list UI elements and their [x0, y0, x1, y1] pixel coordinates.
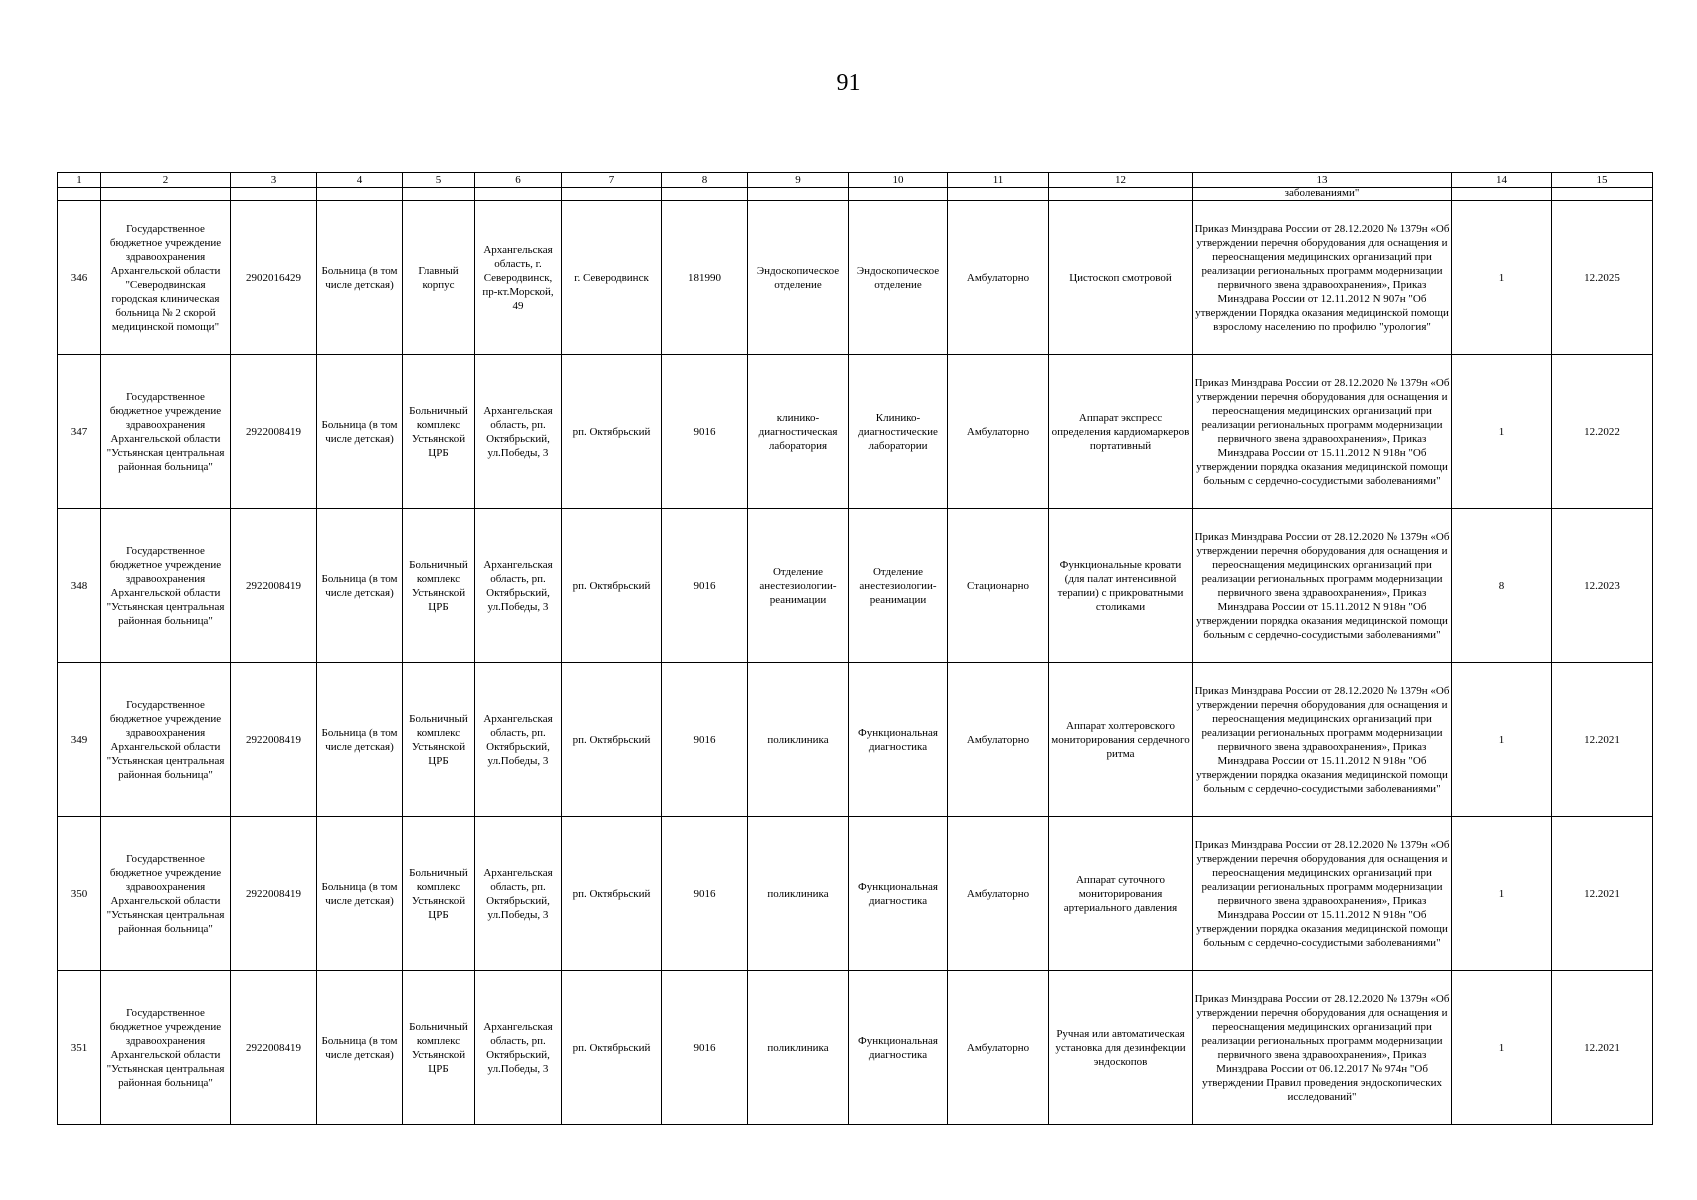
cell-date: 12.2021 — [1552, 971, 1653, 1125]
cell-population: 9016 — [662, 663, 748, 817]
cell-department: Отделение анестезиологии-реанимации — [748, 509, 849, 663]
column-header: 1 — [58, 173, 101, 188]
cell-type: Больница (в том числе детская) — [317, 201, 403, 355]
page-number: 91 — [836, 70, 861, 96]
cell-population: 9016 — [662, 817, 748, 971]
cell-locality: рп. Октябрьский — [562, 355, 662, 509]
column-header: 6 — [475, 173, 562, 188]
cell-address: Архангельская область, рп. Октябрьский, ул.Победы, 3 — [475, 971, 562, 1125]
cell-type: Больница (в том числе детская) — [317, 663, 403, 817]
cell-department: поликлиника — [748, 663, 849, 817]
column-header: 11 — [948, 173, 1049, 188]
column-header: 15 — [1552, 173, 1653, 188]
cell-inn: 2922008419 — [231, 971, 317, 1125]
column-header: 12 — [1049, 173, 1193, 188]
cell-address: Архангельская область, г. Северодвинск, пр-кт.Морской, 49 — [475, 201, 562, 355]
cell-org: Государственное бюджетное учреждение здравоохранения Архангельской области "Устьянская центральная районная больница" — [101, 509, 231, 663]
cell-population: 9016 — [662, 971, 748, 1125]
cell-address: Архангельская область, рп. Октябрьский, ул.Победы, 3 — [475, 817, 562, 971]
cell-population: 181990 — [662, 201, 748, 355]
cell-type: Больница (в том числе детская) — [317, 509, 403, 663]
column-number-header-row — [58, 173, 1653, 188]
cell-population: 9016 — [662, 509, 748, 663]
cell-type: Больница (в том числе детская) — [317, 355, 403, 509]
cell-address: Архангельская область, рп. Октябрьский, ул.Победы, 3 — [475, 663, 562, 817]
cell-date: 12.2023 — [1552, 509, 1653, 663]
cell-locality: рп. Октябрьский — [562, 971, 662, 1125]
cell-subdivision: Эндоскопическое отделение — [849, 201, 948, 355]
cell-building: Больничный комплекс Устьянской ЦРБ — [403, 971, 475, 1125]
cell-no: 349 — [58, 663, 101, 817]
cell-subdivision: Функциональная диагностика — [849, 971, 948, 1125]
table-row — [58, 201, 1653, 355]
cell-locality: рп. Октябрьский — [562, 509, 662, 663]
cell-building: Больничный комплекс Устьянской ЦРБ — [403, 509, 475, 663]
cell-subdivision: Отделение анестезиологии-реанимации — [849, 509, 948, 663]
cell-no: 346 — [58, 201, 101, 355]
cell-org: Государственное бюджетное учреждение здравоохранения Архангельской области "Устьянская центральная районная больница" — [101, 355, 231, 509]
cell-quantity: 1 — [1452, 971, 1552, 1125]
cell-org: Государственное бюджетное учреждение здравоохранения Архангельской области "Северодвинская городская клиническая больница № 2 скорой медицинской помощи" — [101, 201, 231, 355]
cell-quantity: 1 — [1452, 817, 1552, 971]
column-header: 8 — [662, 173, 748, 188]
cell-locality: рп. Октябрьский — [562, 817, 662, 971]
cell-org: Государственное бюджетное учреждение здравоохранения Архангельской области "Устьянская центральная районная больница" — [101, 971, 231, 1125]
cell-org: Государственное бюджетное учреждение здравоохранения Архангельской области "Устьянская центральная районная больница" — [101, 817, 231, 971]
cell-inn: 2922008419 — [231, 663, 317, 817]
cell-type: Больница (в том числе детская) — [317, 971, 403, 1125]
cell-no: 351 — [58, 971, 101, 1125]
cell-no: 347 — [58, 355, 101, 509]
cell-address: Архангельская область, рп. Октябрьский, ул.Победы, 3 — [475, 355, 562, 509]
table-row — [58, 509, 1653, 663]
cell-quantity: 1 — [1452, 201, 1552, 355]
cell-condition: Амбулаторно — [948, 663, 1049, 817]
cell-subdivision: Функциональная диагностика — [849, 817, 948, 971]
cell-date: 12.2025 — [1552, 201, 1653, 355]
cell-subdivision: Клинико-диагностические лаборатории — [849, 355, 948, 509]
column-header: 13 — [1193, 173, 1452, 188]
cell-inn: 2922008419 — [231, 509, 317, 663]
cell-subdivision: Функциональная диагностика — [849, 663, 948, 817]
cell-condition: Амбулаторно — [948, 817, 1049, 971]
cell-inn: 2922008419 — [231, 355, 317, 509]
equipment-table — [57, 172, 1653, 1125]
cell-inn: 2902016429 — [231, 201, 317, 355]
column-header: 14 — [1452, 173, 1552, 188]
column-header: 4 — [317, 173, 403, 188]
cell-condition: Амбулаторно — [948, 355, 1049, 509]
cell-building: Больничный комплекс Устьянской ЦРБ — [403, 663, 475, 817]
column-header: 10 — [849, 173, 948, 188]
cell-basis: Приказ Минздрава России от 28.12.2020 № 1379н «Об утверждении перечня оборудования для оснащения и переоснащения медицинских организаций при реализации региональных программ модернизации первичного звена здравоохранения», Приказ Минздрава России от 12.11.2012 N 907н "Об утверждении Порядка оказания медицинской помощи взрослому населению по профилю "урология" — [1193, 201, 1452, 355]
cell-quantity: 8 — [1452, 509, 1552, 663]
cell-basis: Приказ Минздрава России от 28.12.2020 № 1379н «Об утверждении перечня оборудования для оснащения и переоснащения медицинских организаций при реализации региональных программ модернизации первичного звена здравоохранения», Приказ Минздрава России от 15.11.2012 N 918н "Об утверждении порядка оказания медицинской помощи больным с сердечно-сосудистыми заболеваниями" — [1193, 817, 1452, 971]
cell-basis: Приказ Минздрава России от 28.12.2020 № 1379н «Об утверждении перечня оборудования для оснащения и переоснащения медицинских организаций при реализации региональных программ модернизации первичного звена здравоохранения», Приказ Минздрава России от 06.12.2017 № 974н "Об утверждении Правил проведения эндоскопических исследований" — [1193, 971, 1452, 1125]
cell-condition: Амбулаторно — [948, 201, 1049, 355]
cell-basis: Приказ Минздрава России от 28.12.2020 № 1379н «Об утверждении перечня оборудования для оснащения и переоснащения медицинских организаций при реализации региональных программ модернизации первичного звена здравоохранения», Приказ Минздрава России от 15.11.2012 N 918н "Об утверждении порядка оказания медицинской помощи больным с сердечно-сосудистыми заболеваниями" — [1193, 663, 1452, 817]
cell-condition: Амбулаторно — [948, 971, 1049, 1125]
cell-equipment: Ручная или автоматическая установка для дезинфекции эндоскопов — [1049, 971, 1193, 1125]
cell-department: Эндоскопическое отделение — [748, 201, 849, 355]
cell-population: 9016 — [662, 355, 748, 509]
cell-department: поликлиника — [748, 817, 849, 971]
cell-department: поликлиника — [748, 971, 849, 1125]
cell-type: Больница (в том числе детская) — [317, 817, 403, 971]
column-header: 7 — [562, 173, 662, 188]
table-row — [58, 355, 1653, 509]
continuation-text: заболеваниями" — [1193, 188, 1452, 201]
cell-department: клинико-диагностическая лаборатория — [748, 355, 849, 509]
cell-locality: г. Северодвинск — [562, 201, 662, 355]
cell-building: Больничный комплекс Устьянской ЦРБ — [403, 355, 475, 509]
cell-quantity: 1 — [1452, 355, 1552, 509]
table-row — [58, 817, 1653, 971]
cell-quantity: 1 — [1452, 663, 1552, 817]
cell-locality: рп. Октябрьский — [562, 663, 662, 817]
column-header: 5 — [403, 173, 475, 188]
table-row — [58, 971, 1653, 1125]
cell-equipment: Функциональные кровати (для палат интенсивной терапии) с прикроватными столиками — [1049, 509, 1193, 663]
cell-no: 348 — [58, 509, 101, 663]
cell-condition: Стационарно — [948, 509, 1049, 663]
cell-no: 350 — [58, 817, 101, 971]
table-row — [58, 663, 1653, 817]
cell-date: 12.2021 — [1552, 817, 1653, 971]
cell-basis: Приказ Минздрава России от 28.12.2020 № 1379н «Об утверждении перечня оборудования для оснащения и переоснащения медицинских организаций при реализации региональных программ модернизации первичного звена здравоохранения», Приказ Минздрава России от 15.11.2012 N 918н "Об утверждении порядка оказания медицинской помощи больным с сердечно-сосудистыми заболеваниями" — [1193, 355, 1452, 509]
column-header: 2 — [101, 173, 231, 188]
cell-equipment: Аппарат экспресс определения кардиомаркеров портативный — [1049, 355, 1193, 509]
cell-address: Архангельская область, рп. Октябрьский, ул.Победы, 3 — [475, 509, 562, 663]
cell-equipment: Аппарат суточного мониторирования артериального давления — [1049, 817, 1193, 971]
cell-equipment: Аппарат холтеровского мониторирования сердечного ритма — [1049, 663, 1193, 817]
cell-basis: Приказ Минздрава России от 28.12.2020 № 1379н «Об утверждении перечня оборудования для оснащения и переоснащения медицинских организаций при реализации региональных программ модернизации первичного звена здравоохранения», Приказ Минздрава России от 15.11.2012 N 918н "Об утверждении порядка оказания медицинской помощи больным с сердечно-сосудистыми заболеваниями" — [1193, 509, 1452, 663]
cell-inn: 2922008419 — [231, 817, 317, 971]
cell-date: 12.2021 — [1552, 663, 1653, 817]
cell-date: 12.2022 — [1552, 355, 1653, 509]
cell-building: Больничный комплекс Устьянской ЦРБ — [403, 817, 475, 971]
cell-building: Главный корпус — [403, 201, 475, 355]
cell-org: Государственное бюджетное учреждение здравоохранения Архангельской области "Устьянская центральная районная больница" — [101, 663, 231, 817]
column-header: 3 — [231, 173, 317, 188]
cell-equipment: Цистоскоп смотровой — [1049, 201, 1193, 355]
column-header: 9 — [748, 173, 849, 188]
continuation-row — [58, 188, 1653, 201]
